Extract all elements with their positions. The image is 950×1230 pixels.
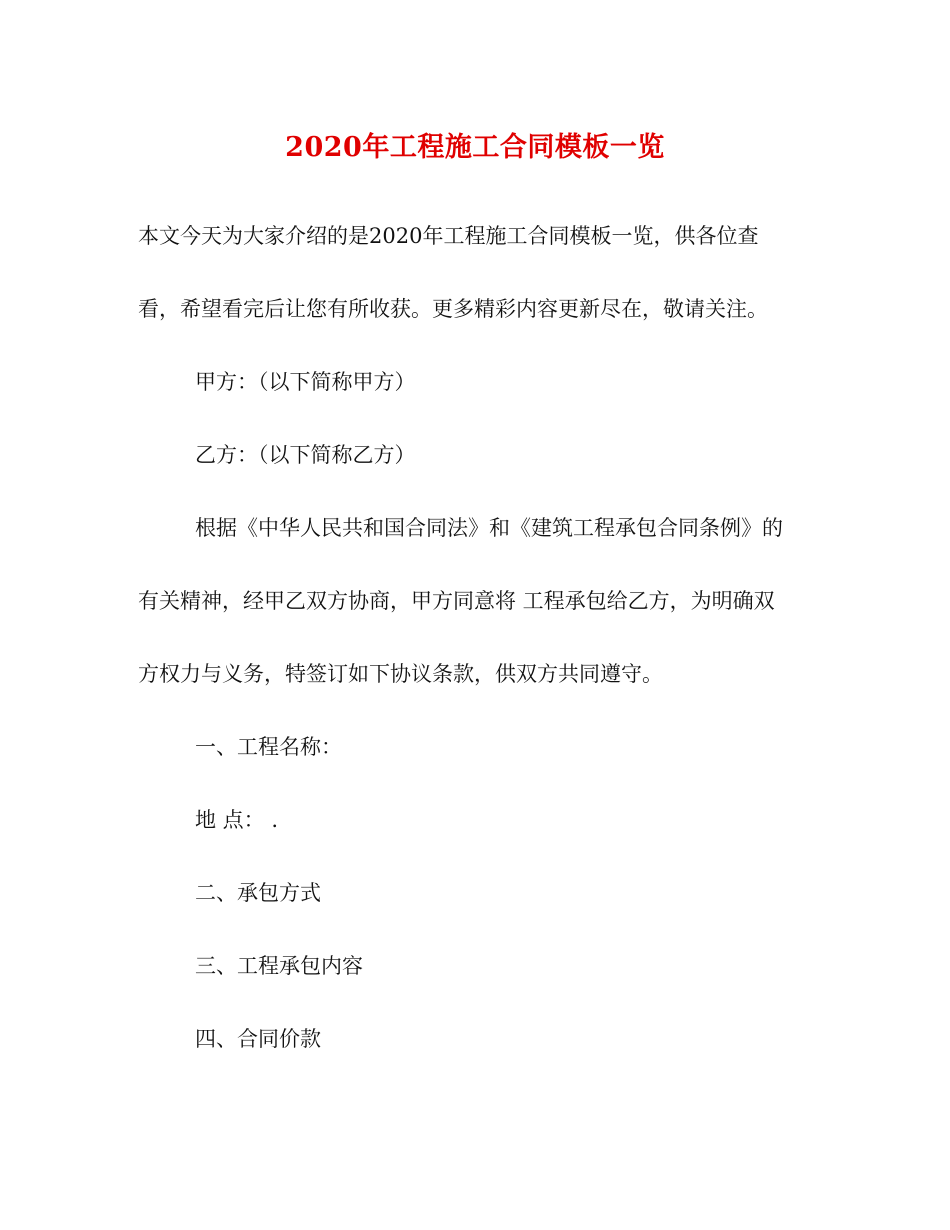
intro-line-1: 本文今天为大家介绍的是2020年工程施工合同模板一览，供各位查 bbox=[138, 224, 759, 248]
section-project-name: 一、工程名称： bbox=[195, 735, 342, 759]
party-b-line: 乙方：（以下简称乙方） bbox=[195, 443, 416, 467]
section-contract-method: 二、承包方式 bbox=[195, 881, 321, 905]
section-contract-price: 四、合同价款 bbox=[195, 1027, 321, 1051]
section-contract-content: 三、工程承包内容 bbox=[195, 954, 363, 978]
basis-line-2: 有关精神，经甲乙双方协商，甲方同意将 工程承包给乙方，为明确双 bbox=[138, 589, 775, 613]
section-location: 地 点： . bbox=[195, 808, 279, 832]
intro-line-2: 看，希望看完后让您有所收获。更多精彩内容更新尽在，敬请关注。 bbox=[138, 297, 768, 321]
basis-line-3: 方权力与义务，特签订如下协议条款，供双方共同遵守。 bbox=[138, 662, 663, 686]
basis-line-1: 根据《中华人民共和国合同法》和《建筑工程承包合同条例》的 bbox=[195, 516, 783, 540]
party-a-line: 甲方：（以下简称甲方） bbox=[195, 370, 416, 394]
document-title: 2020年工程施工合同模板一览 bbox=[285, 132, 665, 163]
